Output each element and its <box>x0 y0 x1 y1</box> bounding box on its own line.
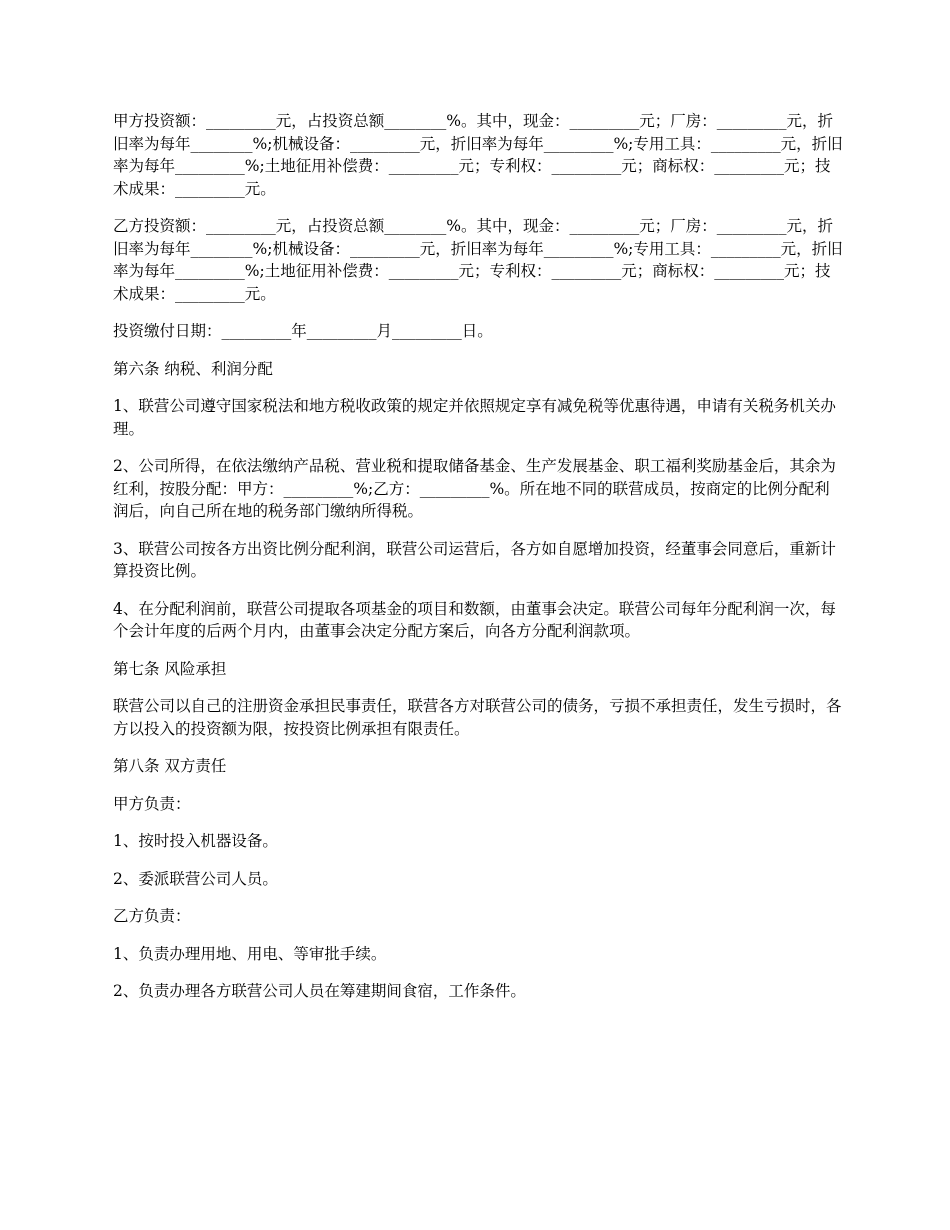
paragraph-article-7-body: 联营公司以自己的注册资金承担民事责任，联营各方对联营公司的债务，亏损不承担责任，发生亏损时，各方以投入的投资额为限，按投资比例承担有限责任。 <box>113 697 842 738</box>
subheading-party-b-duties: 乙方负责： <box>113 907 191 925</box>
paragraph-payment-date: 投资缴付日期：_________年_________月_________日。 <box>113 322 493 340</box>
paragraph-party-a-investment: 甲方投资额：_________元，占投资总额________%。其中，现金：_________元；厂房：_________元，折旧率为每年________%;机械设备：_________元，折旧率为每年_________%;专用工具：_________元，折旧率为每年_________%;土地征用补偿费：_________元；专利权：_________元；商标权：_________元；技术成果：_________元。 <box>113 112 843 198</box>
party-b-duty-1: 1、负责办理用地、用电、等审批手续。 <box>113 944 387 963</box>
paragraph-article-6-item-4: 4、在分配利润前，联营公司提取各项基金的项目和数额，由董事会决定。联营公司每年分配利润一次，每个会计年度的后两个月内，由董事会决定分配方案后，向各方分配利润款项。 <box>113 599 836 640</box>
paragraph-party-b-investment: 乙方投资额：_________元，占投资总额________%。其中，现金：_________元；厂房：_________元，折旧率为每年________%;机械设备：_________元，折旧率为每年_________%;专用工具：_________元，折旧率为每年_________%;土地征用补偿费：_________元；专利权：_________元；商标权：_________元；技术成果：_________元。 <box>113 217 843 303</box>
subheading-party-a-duties: 甲方负责： <box>113 794 191 813</box>
party-a-duty-1: 1、按时投入机器设备。 <box>113 832 278 850</box>
heading-article-6: 第六条 纳税、利润分配 <box>113 359 273 378</box>
document-page <box>113 110 843 1018</box>
heading-article-7: 第七条 风险承担 <box>113 659 227 678</box>
paragraph-article-6-item-3: 3、联营公司按各方出资比例分配利润，联营公司运营后，各方如自愿增加投资，经董事会同意后，重新计算投资比例。 <box>113 539 836 580</box>
heading-article-8: 第八条 双方责任 <box>113 757 227 775</box>
paragraph-article-6-item-1: 1、联营公司遵守国家税法和地方税收政策的规定并依照规定享有减免税等优惠待遇，申请有关税务机关办理。 <box>113 397 836 438</box>
party-a-duty-2: 2、委派联营公司人员。 <box>113 869 278 888</box>
party-b-duty-2: 2、负责办理各方联营公司人员在筹建期间食宿，工作条件。 <box>113 982 526 1000</box>
paragraph-article-6-item-2: 2、公司所得，在依法缴纳产品税、营业税和提取储备基金、生产发展基金、职工福利奖励基金后，其余为红利，按股分配：甲方：_________%;乙方：_________%。所在地不同的联营成员，按商定的比例分配利润后，向自己所在地的税务部门缴纳所得税。 <box>113 457 836 520</box>
